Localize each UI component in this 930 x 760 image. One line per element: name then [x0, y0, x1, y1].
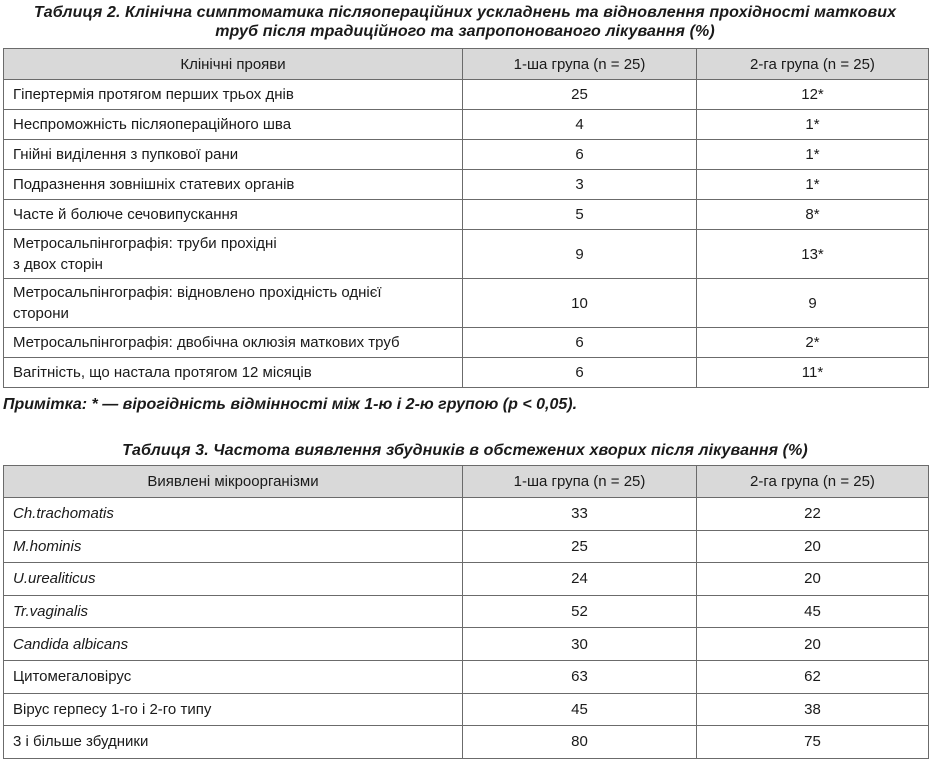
table-row: [4, 279, 929, 328]
table-row: [4, 358, 929, 388]
group2-value: 11*: [697, 358, 929, 388]
group2-value: 20: [697, 530, 929, 563]
group2-value: 2*: [697, 328, 929, 358]
table-row: [4, 140, 929, 170]
group1-value: 52: [463, 595, 697, 628]
row-label-line2: з двох сторін: [13, 256, 103, 273]
row-label-line1: Метросальпінгографія: відновлено прохідність однієї: [13, 284, 382, 301]
table3-caption: Таблиця 3. Частота виявлення збудників в обстежених хворих після лікування (%): [122, 442, 808, 459]
table-row: [4, 530, 929, 563]
group1-value: 10: [463, 279, 697, 328]
group2-value: 22: [697, 498, 929, 531]
row-label: M.hominis: [4, 530, 463, 563]
table2-caption-line1: Таблиця 2. Клінічна симптоматика післяопераційних ускладнень та відновлення прохідності маткових: [33, 4, 897, 21]
group2-value: 12*: [697, 80, 929, 110]
group1-value: 6: [463, 358, 697, 388]
column-header-group1: 1-ша група (n = 25): [463, 466, 697, 498]
table-row: [4, 80, 929, 110]
group2-value: 38: [697, 693, 929, 726]
group2-value: 8*: [697, 200, 929, 230]
column-header-clinical: Клінічні прояви: [4, 49, 463, 80]
table2-note: Примітка: * — вірогідність відмінності між 1-ю і 2-ю групою (р < 0,05).: [3, 396, 578, 413]
group1-value: 25: [463, 80, 697, 110]
group1-value: 33: [463, 498, 697, 531]
table3-header-row: [4, 466, 929, 498]
table-row: [4, 693, 929, 726]
group1-value: 25: [463, 530, 697, 563]
group1-value: 4: [463, 110, 697, 140]
table-row: [4, 230, 929, 279]
group1-value: 6: [463, 328, 697, 358]
row-label: [4, 230, 463, 279]
group2-value: 20: [697, 628, 929, 661]
group1-value: 6: [463, 140, 697, 170]
group2-value: 20: [697, 563, 929, 596]
row-label: 3 і більше збудники: [4, 726, 463, 759]
row-label: Цитомегаловірус: [4, 660, 463, 693]
table-row: [4, 170, 929, 200]
row-label: [4, 279, 463, 328]
column-header-group1: 1-ша група (n = 25): [463, 49, 697, 80]
group1-value: 3: [463, 170, 697, 200]
row-label: Неспроможність післяопераційного шва: [4, 110, 463, 140]
group2-value: 45: [697, 595, 929, 628]
row-label: Гнійні виділення з пупкової рани: [4, 140, 463, 170]
row-label: Гіпертермія протягом перших трьох днів: [4, 80, 463, 110]
group1-value: 80: [463, 726, 697, 759]
table-row: [4, 726, 929, 759]
row-label: Часте й болюче сечовипускання: [4, 200, 463, 230]
row-label: Candida albicans: [4, 628, 463, 661]
row-label-line2: сторони: [13, 305, 69, 322]
group2-value: 75: [697, 726, 929, 759]
row-label-line1: Метросальпінгографія: труби прохідні: [13, 235, 277, 252]
group1-value: 63: [463, 660, 697, 693]
row-label: U.urealiticus: [4, 563, 463, 596]
group1-value: 45: [463, 693, 697, 726]
column-header-microorganisms: Виявлені мікроорганізми: [4, 466, 463, 498]
row-label: Tr.vaginalis: [4, 595, 463, 628]
group2-value: 9: [697, 279, 929, 328]
table2-caption-line2: труб після традиційного та запропонованого лікування (%): [215, 23, 715, 40]
group2-value: 1*: [697, 140, 929, 170]
table2-header-row: [4, 49, 929, 80]
group1-value: 5: [463, 200, 697, 230]
group1-value: 9: [463, 230, 697, 279]
table-row: [4, 498, 929, 531]
group2-value: 62: [697, 660, 929, 693]
table-row: [4, 328, 929, 358]
row-label: Ch.trachomatis: [4, 498, 463, 531]
table-row: [4, 660, 929, 693]
group2-value: 1*: [697, 110, 929, 140]
row-label: Метросальпінгографія: двобічна оклюзія маткових труб: [4, 328, 463, 358]
column-header-group2: 2-га група (n = 25): [697, 49, 929, 80]
table-row: [4, 110, 929, 140]
table2-clinical-symptoms: [3, 48, 929, 388]
table2-caption: [0, 3, 930, 41]
row-label: Вагітність, що настала протягом 12 місяців: [4, 358, 463, 388]
group1-value: 30: [463, 628, 697, 661]
table-row: [4, 200, 929, 230]
group1-value: 24: [463, 563, 697, 596]
table-row: [4, 628, 929, 661]
group2-value: 13*: [697, 230, 929, 279]
table-row: [4, 595, 929, 628]
column-header-group2: 2-га група (n = 25): [697, 466, 929, 498]
row-label: Подразнення зовнішніх статевих органів: [4, 170, 463, 200]
table-row: [4, 563, 929, 596]
row-label: Вірус герпесу 1-го і 2-го типу: [4, 693, 463, 726]
group2-value: 1*: [697, 170, 929, 200]
table3-pathogens: [3, 465, 929, 759]
